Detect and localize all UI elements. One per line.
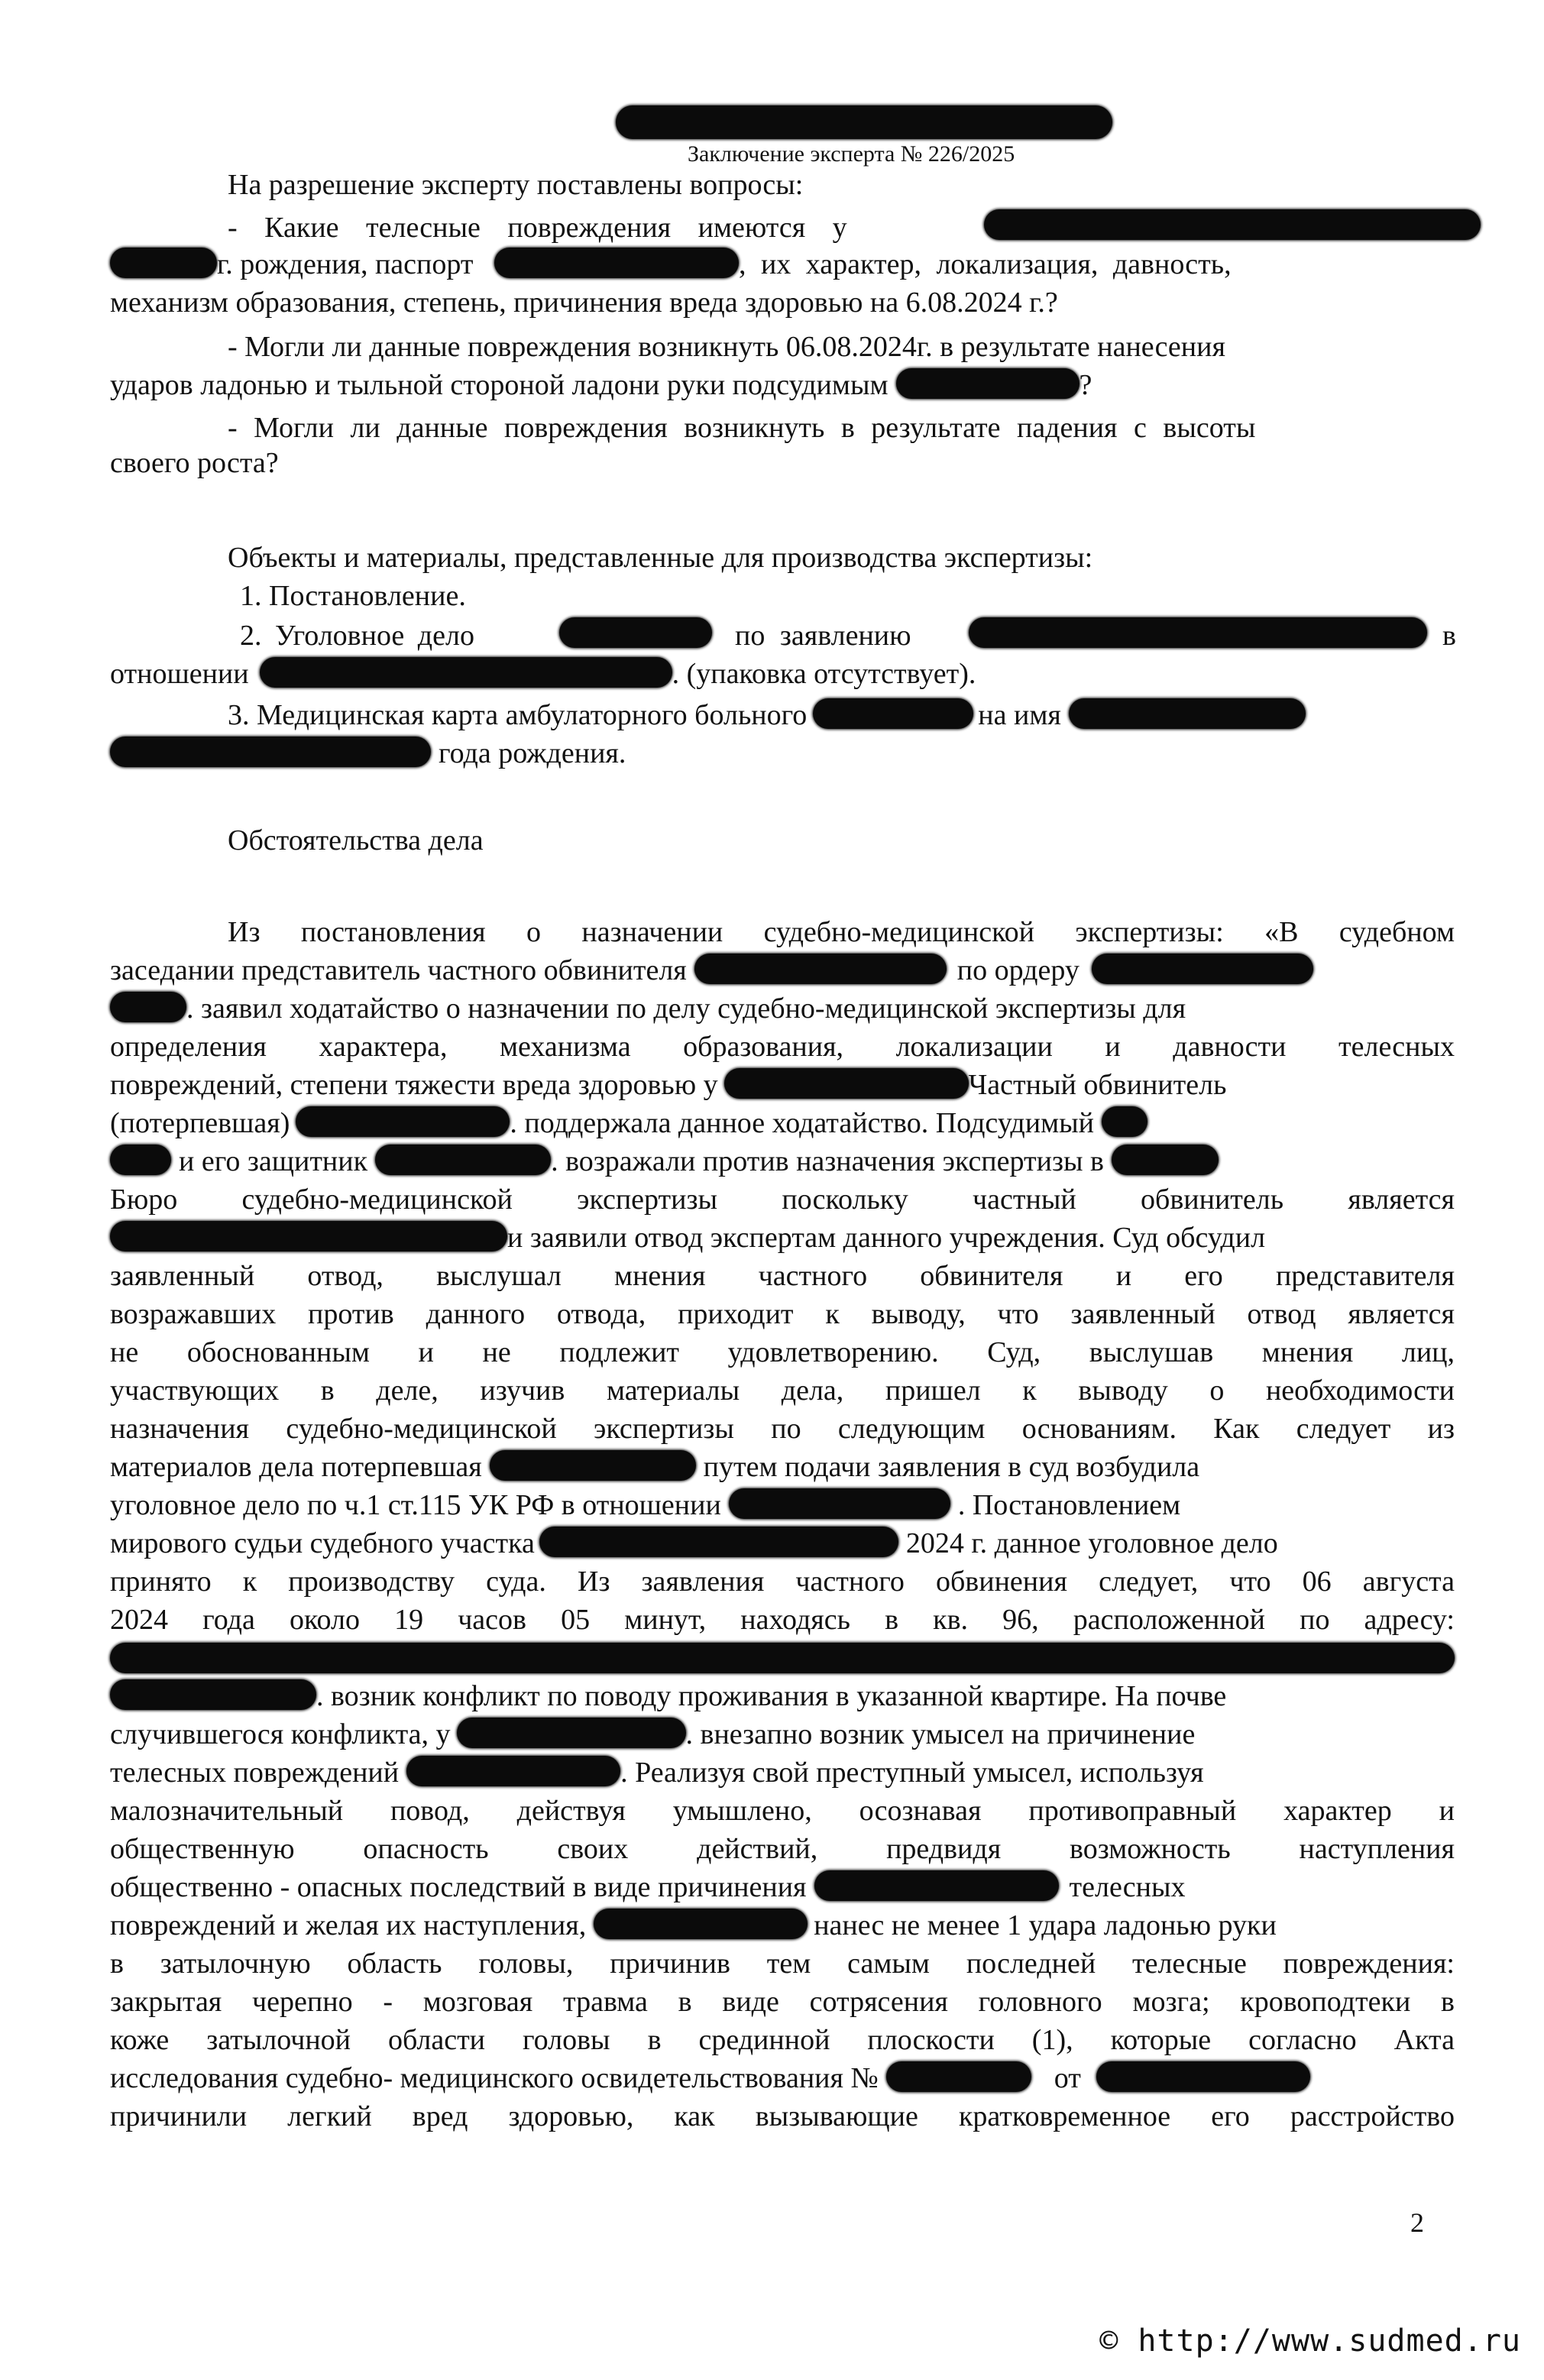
body-line: определения характера, механизма образования, локализации и давности телесных: [110, 1031, 1455, 1063]
redacted-block: [260, 657, 672, 688]
redacted-block: [1112, 1145, 1219, 1175]
question-2-line-1: - Могли ли данные повреждения возникнуть 06.08.2024г. в результате нанесения: [228, 331, 1225, 363]
redacted-block: [406, 1756, 620, 1786]
redacted-block: [729, 1488, 950, 1519]
page-number: 2: [1410, 2207, 1424, 2238]
object-item-3-line-2: года рождения.: [110, 735, 626, 772]
redacted-block: [724, 1068, 969, 1099]
body-line: 2024 года около 19 часов 05 минут, находясь в кв. 96, расположенной по адресу:: [110, 1604, 1455, 1636]
redacted-block: [813, 698, 973, 729]
question-1-line-2: г. рождения, паспорт , их характер, локализация, давность,: [110, 246, 1455, 283]
redacted-block: [490, 1450, 696, 1481]
body-line: коже затылочной области головы в срединной плоскости (1), которые согласно Акта: [110, 2024, 1455, 2056]
redacted-block: [594, 1909, 808, 1939]
redacted-block: [896, 368, 1080, 399]
redacted-block: [1102, 1106, 1147, 1137]
redacted-block: [886, 2061, 1031, 2092]
body-line: причинили легкий вред здоровью, как вызывающие кратковременное его расстройство: [110, 2100, 1455, 2132]
question-2-line-2: ударов ладонью и тыльной стороной ладони руки подсудимым ?: [110, 369, 1092, 401]
objects-intro: Объекты и материалы, представленные для производства экспертизы:: [228, 542, 1093, 574]
body-line: закрытая черепно - мозговая травма в виде сотрясения головного мозга; кровоподтеки в: [110, 1986, 1455, 2018]
redacted-block: [110, 992, 186, 1022]
redacted-block: [110, 248, 217, 278]
redacted-block: [814, 1870, 1059, 1901]
redacted-block: [110, 1679, 316, 1710]
redacted-block: [1092, 954, 1313, 984]
redacted-block: [539, 1527, 898, 1557]
body-line: заседании представитель частного обвинителя по ордеру: [110, 952, 1313, 989]
body-line: Из постановления о назначении судебно-медицинской экспертизы: «В судебном: [228, 916, 1455, 948]
body-line: общественно - опасных последствий в виде причинения телесных: [110, 1871, 1186, 1903]
redacted-block: [984, 209, 1481, 240]
section-heading: Обстоятельства дела: [228, 824, 484, 856]
body-line: заявленный отвод, выслушал мнения частного обвинителя и его представителя: [110, 1260, 1455, 1292]
object-item-3-line-1: 3. Медицинская карта амбулаторного больного на имя: [228, 697, 1306, 733]
redacted-block: [110, 1221, 507, 1252]
body-line: уголовное дело по ч.1 ст.115 УК РФ в отношении . Постановлением: [110, 1489, 1181, 1521]
questions-intro: На разрешение эксперту поставлены вопросы:: [228, 169, 804, 201]
body-line: малозначительный повод, действуя умышлено, осознавая противоправный характер и: [110, 1795, 1455, 1827]
question-3-line-2: своего роста?: [110, 447, 279, 479]
body-line: материалов дела потерпевшая путем подачи заявления в суд возбудила: [110, 1451, 1200, 1483]
document-title: Заключение эксперта № 226/2025: [688, 141, 1015, 167]
object-item-1: 1. Постановление.: [240, 580, 466, 612]
body-line: телесных повреждений . Реализуя свой преступный умысел, используя: [110, 1757, 1204, 1789]
redacted-block: [969, 617, 1427, 648]
redacted-block: [296, 1106, 510, 1137]
body-line: в затылочную область головы, причинив тем самым последней телесные повреждения:: [110, 1948, 1455, 1980]
object-item-2-line-2: отношении . (упаковка отсутствует).: [110, 658, 976, 690]
redacted-block: [694, 954, 947, 984]
redacted-block: [110, 737, 431, 767]
body-line: . возник конфликт по поводу проживания в указанной квартире. На почве: [110, 1678, 1226, 1715]
body-line: повреждений, степени тяжести вреда здоровью у Частный обвинитель: [110, 1069, 1227, 1101]
body-line: принято к производству суда. Из заявления частного обвинения следует, что 06 августа: [110, 1566, 1455, 1598]
redacted-block: [457, 1718, 686, 1748]
question-1-line-1: - Какие телесные повреждения имеются у: [228, 209, 1228, 246]
body-line: мирового судьи судебного участка 2024 г. данное уголовное дело: [110, 1527, 1278, 1559]
body-line: . заявил ходатайство о назначении по делу судебно-медицинской экспертизы для: [110, 990, 1186, 1027]
object-item-2-line-1: 2. Уголовное дело по заявлению в: [240, 617, 1455, 654]
body-line: общественную опасность своих действий, предвидя возможность наступления: [110, 1833, 1455, 1865]
body-line: участвующих в деле, изучив материалы дела, пришел к выводу о необходимости: [110, 1375, 1455, 1407]
body-line: исследования судебно- медицинского освидетельствования № от: [110, 2060, 1310, 2097]
redacted-block: [1069, 698, 1306, 729]
redacted-block: [559, 617, 712, 648]
body-line: возражавших против данного отвода, приходит к выводу, что заявленный отвод является: [110, 1298, 1455, 1330]
body-line: назначения судебно-медицинской экспертизы по следующим основаниям. Как следует из: [110, 1413, 1455, 1445]
body-line: не обоснованным и не подлежит удовлетворению. Суд, выслушав мнения лиц,: [110, 1336, 1455, 1368]
redacted-block: [110, 1643, 1455, 1673]
body-line: Бюро судебно-медицинской экспертизы поскольку частный обвинитель является: [110, 1184, 1455, 1216]
body-line: повреждений и желая их наступления, нанес не менее 1 удара ладонью руки: [110, 1909, 1277, 1941]
redacted-block: [1096, 2061, 1310, 2092]
watermark: © http://www.sudmed.ru: [1099, 2323, 1521, 2359]
body-line: и его защитник . возражали против назначения экспертизы в: [110, 1143, 1219, 1180]
body-line: (потерпевшая) . поддержала данное ходатайство. Подсудимый: [110, 1105, 1147, 1141]
body-line: случившегося конфликта, у . внезапно возник умысел на причинение: [110, 1718, 1196, 1750]
redacted-block: [494, 248, 739, 278]
question-1-line-3: механизм образования, степень, причинения вреда здоровью на 6.08.2024 г.?: [110, 287, 1058, 319]
redacted-block: [616, 105, 1112, 139]
redacted-block: [375, 1145, 551, 1175]
body-line: и заявили отвод экспертам данного учреждения. Суд обсудил: [110, 1219, 1265, 1256]
question-3-line-1: - Могли ли данные повреждения возникнуть в результате падения с высоты: [228, 412, 1256, 444]
redacted-block: [110, 1145, 171, 1175]
